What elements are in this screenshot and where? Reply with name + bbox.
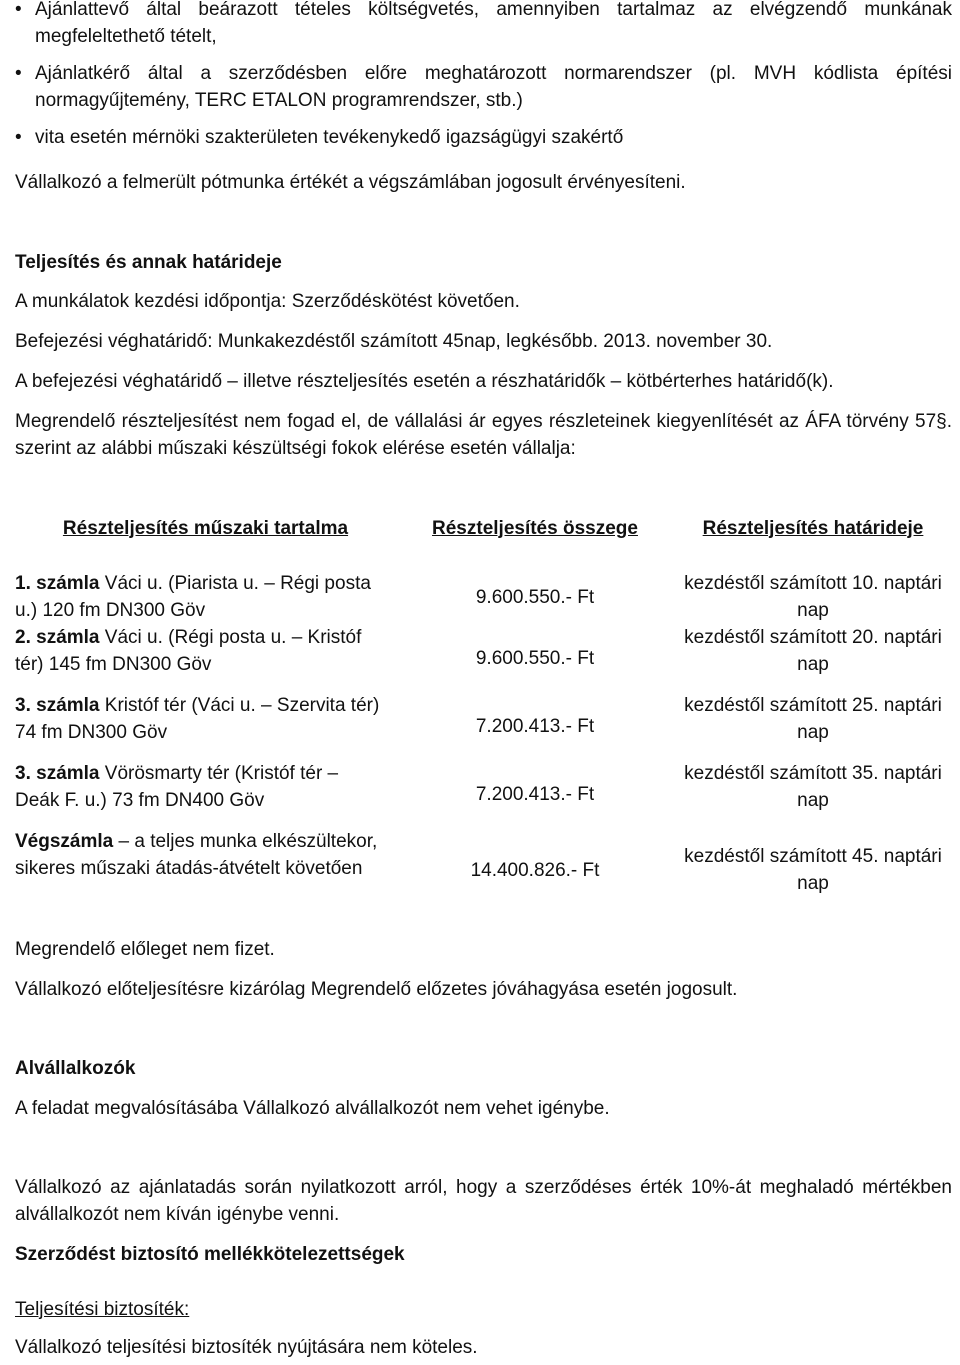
bullet-text: Ajánlattevő által beárazott tételes költségvetés, amennyiben tartalmaz az elvégzendő munkának megfeleltethető tételt, xyxy=(35,0,952,47)
table-cell-amount: 9.600.550.- Ft xyxy=(475,647,595,669)
invoice-description: Kristóf tér (Váci u. – Szervita tér) 74 fm DN300 Göv xyxy=(15,695,380,743)
bullet-item xyxy=(15,60,952,114)
table-row xyxy=(15,624,952,692)
table-cell-content xyxy=(15,760,396,828)
invoice-description: Váci u. (Piarista u. – Régi posta u.) 120 fm DN300 Göv xyxy=(15,573,371,621)
paragraph-kotberes: A befejezési véghatáridő – illetve részteljesítés esetén a részhatáridők – kötbérterhes határidő(k). xyxy=(15,371,834,392)
heading-teljesites: Teljesítés és annak határideje xyxy=(15,252,282,273)
table-cell-content xyxy=(15,556,396,624)
table-cell-due: kezdéstől számított 35. naptári nap xyxy=(684,763,942,811)
table-cell-content xyxy=(15,624,396,692)
bullet-item xyxy=(15,0,952,50)
heading-alvallalkozok: Alvállalkozók xyxy=(15,1058,136,1079)
paragraph-potmunka: Vállalkozó a felmerült pótmunka értékét a végszámlában jogosult érvényesíteni. xyxy=(15,172,686,193)
invoice-label: 1. számla xyxy=(15,573,100,594)
paragraph-eloteljesites: Vállalkozó előteljesítésre kizárólag Megrendelő előzetes jóváhagyása esetén jogosult. xyxy=(15,979,738,1000)
table-cell-due: kezdéstől számított 45. naptári nap xyxy=(684,846,942,894)
table-cell-amount: 14.400.826.- Ft xyxy=(470,859,600,881)
invoice-description: – a teljes munka elkészültekor, sikeres műszaki átadás-átvételt követően xyxy=(15,831,378,879)
paragraph-kezdes: A munkálatok kezdési időpontja: Szerződéskötést követően. xyxy=(15,291,520,312)
bullet-dot: • xyxy=(15,127,22,148)
table-cell-amount: 7.200.413.- Ft xyxy=(475,783,595,805)
bullet-dot: • xyxy=(15,0,22,20)
table-row xyxy=(15,692,952,760)
bullet-text: vita esetén mérnöki szakterületen tevékenykedő igazságügyi szakértő xyxy=(35,127,624,148)
table-row xyxy=(15,828,952,912)
table-cell-amount: 7.200.413.- Ft xyxy=(475,715,595,737)
heading-mellekkotelezettsegek: Szerződést biztosító mellékkötelezettségek xyxy=(15,1244,405,1265)
paragraph-alvallalkozo-2: Vállalkozó az ajánlatadás során nyilatkozott arról, hogy a szerződéses érték 10%-át meghaladó mértékben alvállalkozót nem kíván igénybe venni. xyxy=(15,1177,952,1225)
bullet-text: Ajánlatkérő által a szerződésben előre meghatározott normarendszer (pl. MVH kódlista építési normagyűjtemény, TERC ETALON programrendszer, stb.) xyxy=(35,63,952,111)
table-cell-due: kezdéstől számított 25. naptári nap xyxy=(684,695,942,743)
table-header-osszege: Részteljesítés összege xyxy=(432,517,638,539)
table-row xyxy=(15,556,952,624)
table-cell-amount: 9.600.550.- Ft xyxy=(475,586,595,608)
bullet-item xyxy=(15,124,952,151)
paragraph-reszteljesites: Megrendelő részteljesítést nem fogad el, de vállalási ár egyes részleteinek kiegyenlítését az ÁFA törvény 57§. szerint az alábbi műszaki készültségi fokok elérése esetén vállalja: xyxy=(15,411,952,459)
table-cell-content xyxy=(15,828,396,912)
reszteljesites-table-wrap xyxy=(15,500,952,912)
heading-teljesitesi-biztositek: Teljesítési biztosíték: xyxy=(15,1299,190,1320)
table-cell-due: kezdéstől számított 20. naptári nap xyxy=(684,627,942,675)
table-cell-content xyxy=(15,692,396,760)
invoice-label: 2. számla xyxy=(15,627,100,648)
paragraph-befejezes: Befejezési véghatáridő: Munkakezdéstől számított 45nap, legkésőbb. 2013. november 30. xyxy=(15,331,773,352)
invoice-label: 3. számla xyxy=(15,695,100,716)
table-row xyxy=(15,760,952,828)
invoice-label: Végszámla xyxy=(15,831,114,852)
paragraph-alvallalkozo-1: A feladat megvalósításába Vállalkozó alvállalkozót nem vehet igénybe. xyxy=(15,1098,610,1119)
paragraph-eloleg: Megrendelő előleget nem fizet. xyxy=(15,939,275,960)
bullet-dot: • xyxy=(15,63,22,84)
table-cell-due: kezdéstől számított 10. naptári nap xyxy=(684,573,942,621)
invoice-description: Váci u. (Régi posta u. – Kristóf tér) 145 fm DN300 Göv xyxy=(15,627,362,675)
table-header-row xyxy=(15,500,952,556)
table-header-tartalma: Részteljesítés műszaki tartalma xyxy=(62,517,349,539)
invoice-description: Vörösmarty tér (Kristóf tér – Deák F. u.) 73 fm DN400 Göv xyxy=(15,763,339,811)
invoice-label: 3. számla xyxy=(15,763,100,784)
paragraph-biztositek: Vállalkozó teljesítési biztosíték nyújtására nem köteles. xyxy=(15,1337,478,1358)
table-header-hatarideje: Részteljesítés határideje xyxy=(702,517,924,539)
bullet-list xyxy=(15,0,952,151)
reszteljesites-table xyxy=(15,500,952,912)
